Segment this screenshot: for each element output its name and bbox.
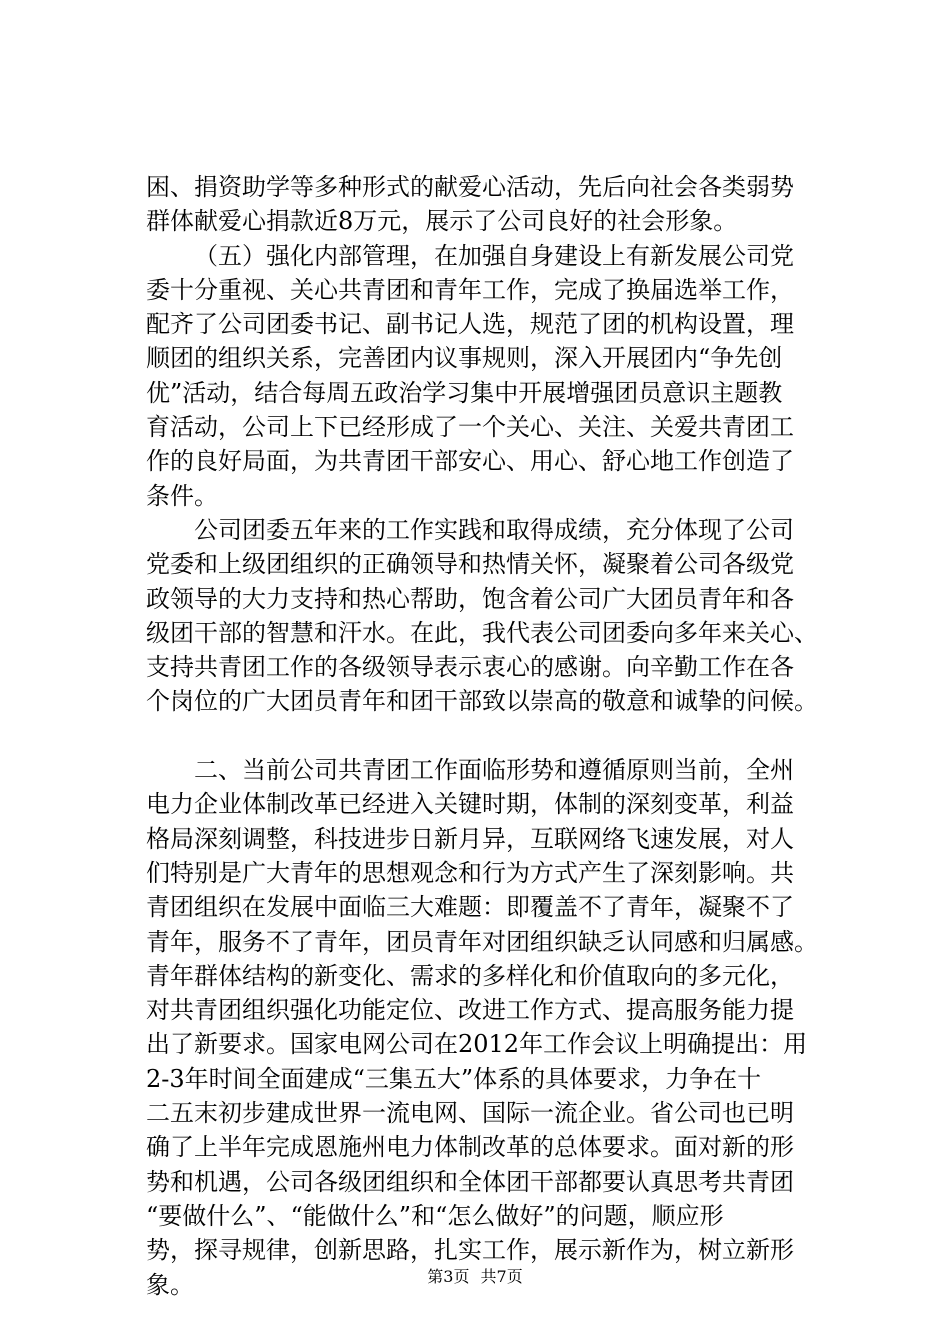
text-line: 级团干部的智慧和汗水。在此，我代表公司团委向多年来关心、 — [146, 618, 818, 647]
text-line: 确了上半年完成恩施州电力体制改革的总体要求。面对新的形 — [146, 1133, 794, 1162]
text-line: 势，探寻规律，创新思路，扎实工作，展示新作为，树立新形 — [146, 1236, 794, 1265]
text-line: 个岗位的广大团员青年和团干部致以崇高的敬意和诚挚的问候。 — [146, 687, 818, 716]
text-line: 青年群体结构的新变化、需求的多样化和价值取向的多元化， — [146, 961, 794, 990]
text-line: 青年，服务不了青年，团员青年对团组织缺乏认同感和归属感。 — [146, 927, 818, 956]
text-line: “要做什么”、“能做什么”和“怎么做好”的问题，顺应形 — [146, 1201, 724, 1230]
paragraph-start-line: 二、当前公司共青团工作面临形势和遵循原则当前，全州 — [194, 756, 794, 785]
text-line: 困、捐资助学等多种形式的献爱心活动，先后向社会各类弱势 — [146, 173, 794, 201]
text-line: 支持共青团工作的各级领导表示衷心的感谢。向辛勤工作在各 — [146, 653, 794, 682]
text-line: 作的良好局面，为共青团干部安心、用心、舒心地工作创造了 — [146, 447, 794, 476]
text-line: 配齐了公司团委书记、副书记人选，规范了团的机构设置，理 — [146, 310, 794, 339]
text-line: 势和机遇，公司各级团组织和全体团干部都要认真思考共青团 — [146, 1167, 794, 1196]
page-footer — [0, 1267, 950, 1287]
text-line: 电力企业体制改革已经进入关键时期，体制的深刻变革，利益 — [146, 790, 794, 819]
document-body — [146, 170, 826, 1302]
text-line: 们特别是广大青年的思想观念和行为方式产生了深刻影响。共 — [146, 858, 794, 887]
text-line: 对共青团组织强化功能定位、改进工作方式、提高服务能力提 — [146, 996, 794, 1025]
text-line: 2-3年时间全面建成“三集五大”体系的具体要求，力争在十 — [146, 1064, 762, 1093]
text-line: 二五末初步建成世界一流电网、国际一流企业。省公司也已明 — [146, 1099, 794, 1128]
text-line: 象。 — [146, 1270, 194, 1299]
text-line: 政领导的大力支持和热心帮助，饱含着公司广大团员青年和各 — [146, 584, 794, 613]
text-line: 顺团的组织关系，完善团内议事规则，深入开展团内“争先创 — [146, 344, 783, 373]
page-number: 第3页 — [427, 1267, 470, 1286]
text-line: 党委和上级团组织的正确领导和热情关怀，凝聚着公司各级党 — [146, 550, 794, 579]
text-line: 群体献爱心捐款近8万元，展示了公司良好的社会形象。 — [146, 207, 738, 236]
text-line: 青团组织在发展中面临三大难题：即覆盖不了青年，凝聚不了 — [146, 893, 794, 922]
text-line: 优”活动，结合每周五政治学习集中开展增强团员意识主题教 — [146, 378, 783, 407]
paragraph-start-line: 公司团委五年来的工作实践和取得成绩，充分体现了公司 — [194, 515, 794, 544]
text-line: 条件。 — [146, 481, 218, 510]
text-line: 出了新要求。国家电网公司在2012年工作会议上明确提出：用 — [146, 1030, 808, 1059]
page-total: 共7页 — [480, 1267, 523, 1286]
text-line: 格局深刻调整，科技进步日新月异，互联网络飞速发展，对人 — [146, 824, 794, 853]
text-line: 育活动，公司上下已经形成了一个关心、关注、关爱共青团工 — [146, 413, 794, 442]
paragraph-start-line: （五）强化内部管理，在加强自身建设上有新发展公司党 — [194, 241, 794, 270]
paragraph-gap — [146, 719, 826, 753]
text-line: 委十分重视、关心共青团和青年工作，完成了换届选举工作， — [146, 275, 794, 304]
